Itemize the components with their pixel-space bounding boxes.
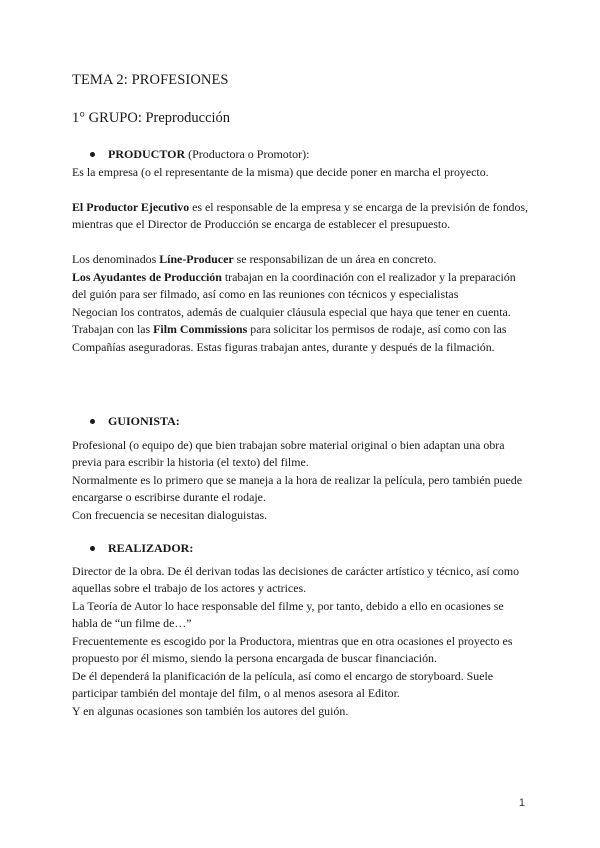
paragraph: Es la empresa (o el representante de la misma) que decide poner en marcha el proyecto.: [72, 164, 489, 179]
paragraph: Con frecuencia se necesitan dialoguistas.: [72, 507, 268, 522]
page-title: TEMA 2: PROFESIONES: [72, 72, 229, 88]
bullet-icon: [90, 546, 95, 551]
paragraph: Normalmente es lo primero que se maneja a la hora de realizar la película, pero también puede encargarse o escribirse durante el rodaje.: [72, 472, 522, 504]
section-heading-guionista: GUIONISTA:: [72, 413, 532, 431]
section-realizador: [72, 540, 532, 720]
paragraph: El Productor Ejecutivo es el responsable de la empresa y se encarga de la previsión de fondos, mientras que el Director de Producción se encarga de establecer el presupuesto.: [72, 199, 529, 231]
bold-term: Film Commissions: [153, 322, 248, 336]
paragraph: Negocian los contratos, además de cualquier cláusula especial que haya que tener en cuenta.: [72, 304, 511, 319]
paragraph: Los denominados Líne-Producer se responsabilizan de un área en concreto.: [72, 252, 437, 266]
heading-productor-bold: PRODUCTOR: [108, 147, 186, 161]
section-heading-realizador: REALIZADOR:: [72, 540, 532, 558]
section-heading-productor: [72, 146, 532, 164]
paragraph: Trabajan con las Film Commissions para solicitar los permisos de rodaje, así como con las Compañías aseguradoras. Estas figuras trabajan antes, durante y después de la filmación.: [72, 322, 507, 354]
paragraph: Director de la obra. De él derivan todas las decisiones de carácter artístico y técnico, así como aquellas sobre el trabajo de los actores y actrices.: [72, 563, 520, 595]
bold-term: El Productor Ejecutivo: [72, 199, 190, 214]
paragraph: Profesional (o equipo de) que bien trabajan sobre material original o bien adaptan una obra previa para escribir la historia (el texto) del filme.: [72, 437, 505, 469]
bullet-icon: [90, 419, 95, 424]
paragraph: De él dependerá la planificación de la película, así como el encargo de storyboard. Suele participar también del montaje del film, o al menos asesora al Editor.: [72, 668, 494, 700]
heading-productor-suffix: (Productora o Promotor):: [185, 147, 310, 161]
paragraph: Frecuentemente es escogido por la Productora, mientras que en otra ocasiones el proyecto es propuesto por él mismo, siendo la persona encargada de buscar financiación.: [72, 633, 513, 665]
section-guionista: [72, 413, 532, 524]
bold-term: Líne-Producer: [159, 252, 234, 266]
section-productor: [72, 146, 532, 356]
bullet-icon: [90, 152, 95, 157]
paragraph: Y en algunas ocasiones son también los autores del guión.: [72, 703, 349, 718]
paragraph: Los Ayudantes de Producción trabajan en la coordinación con el realizador y la preparación del guión para ser filmado, así como en las reuniones con técnicos y especialistas: [72, 269, 516, 301]
group-title: 1° GRUPO: Preproducción: [72, 110, 231, 126]
page-number: 1: [518, 797, 525, 809]
bold-term: Los Ayudantes de Producción: [72, 269, 222, 284]
paragraph: La Teoría de Autor lo hace responsable del filme y, por tanto, debido a ello en ocasiones se habla de “un filme de…”: [72, 598, 504, 630]
